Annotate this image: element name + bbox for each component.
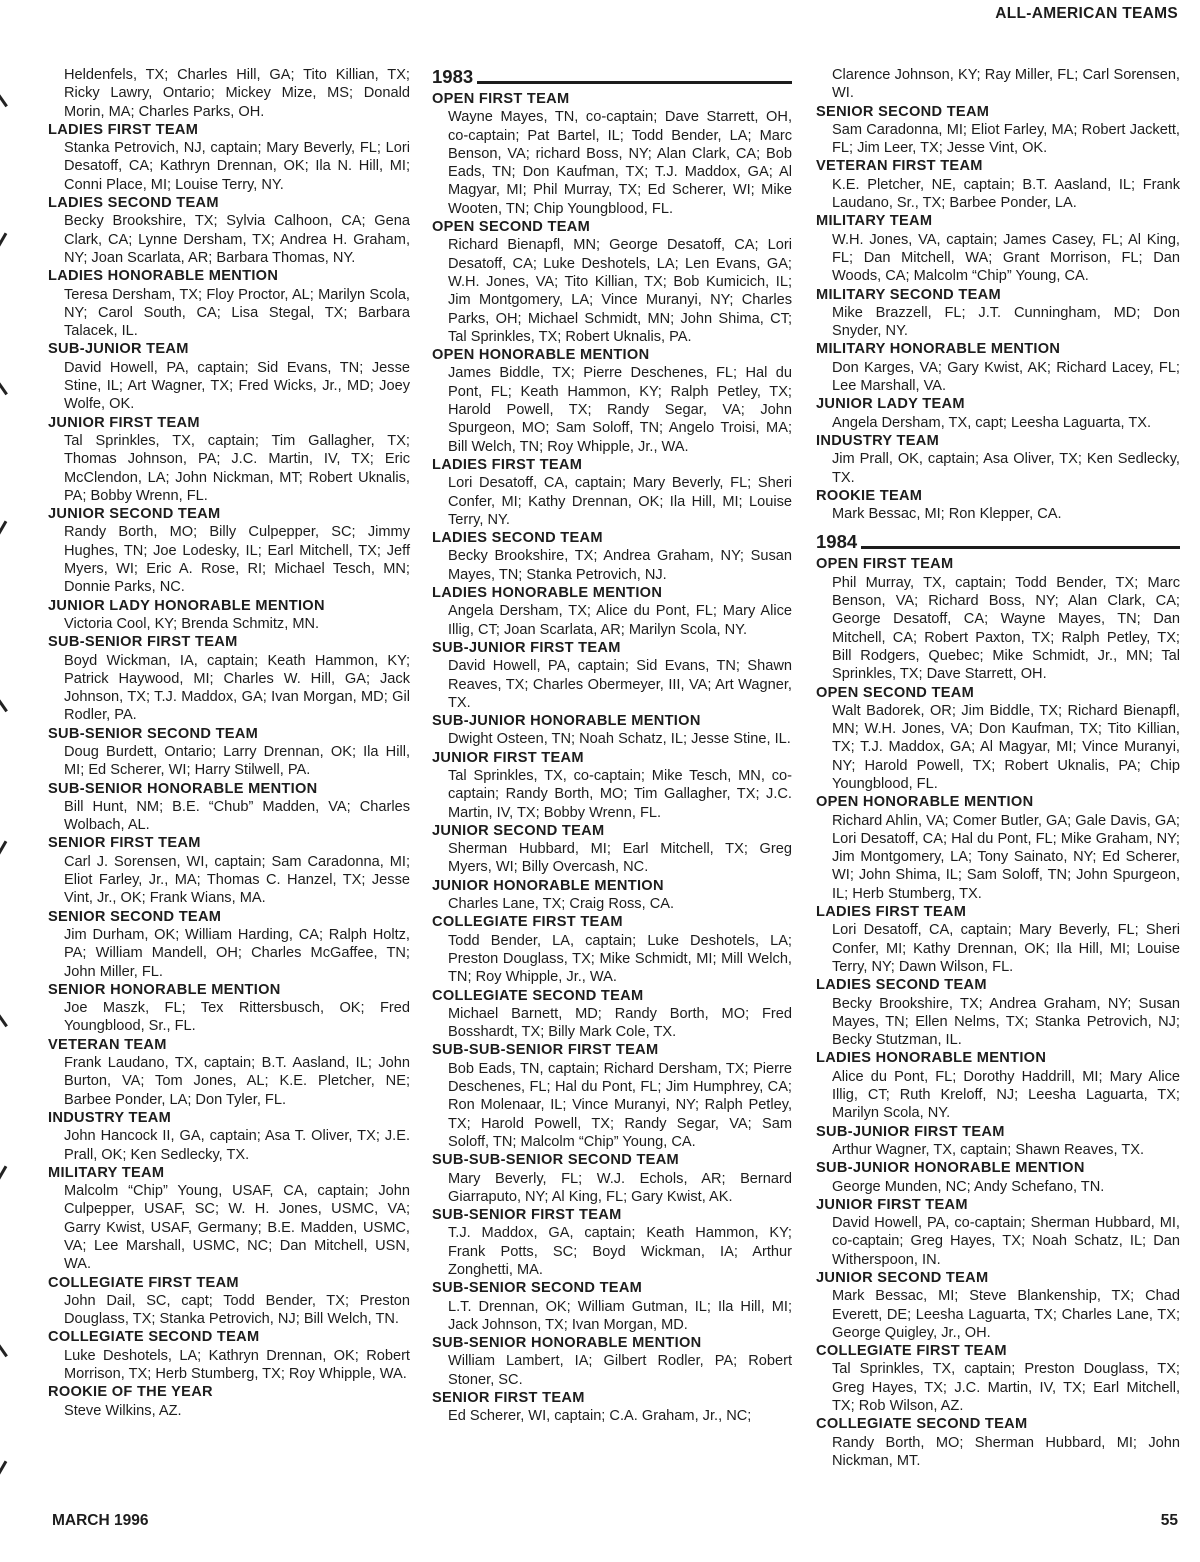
section-heading: JUNIOR FIRST TEAM [48, 414, 200, 431]
section-heading: JUNIOR SECOND TEAM [432, 822, 605, 839]
section-body: Luke Deshotels, LA; Kathryn Drennan, OK; Robert Morrison, TX; Herb Stumberg, TX; Roy Whipple, WA. [64, 1347, 410, 1383]
section-heading: ROOKIE OF THE YEAR [48, 1384, 213, 1401]
section-heading: MILITARY TEAM [816, 213, 933, 230]
section-heading: SUB-JUNIOR FIRST TEAM [816, 1123, 1005, 1140]
section-heading: MILITARY HONORABLE MENTION [816, 341, 1061, 358]
section-body: Michael Barnett, MD; Randy Borth, MO; Fred Bosshardt, TX; Billy Mark Cole, TX. [448, 1005, 792, 1041]
section-body: William Lambert, IA; Gilbert Rodler, PA; Robert Stoner, SC. [448, 1353, 792, 1388]
section-heading: JUNIOR SECOND TEAM [48, 506, 221, 523]
section-body: W.H. Jones, VA, captain; James Casey, FL; Al King, FL; Dan Mitchell, WA; Grant Morrison, FL; Dan Woods, CA; Malcolm “Chip” Young, CA. [832, 231, 1180, 285]
section-body: Stanka Petrovich, NJ, captain; Mary Beverly, FL; Lori Desatoff, CA; Kathryn Drennan, OK; Ila N. Hill, MI; Conni Place, MI; Louise Terry, NY. [64, 140, 410, 193]
margin-mark [0, 840, 7, 857]
section-body: David Howell, PA, captain; Sid Evans, TN; Shawn Reaves, TX; Charles Obermeyer, III, VA; Art Wagner, TX. [448, 658, 792, 711]
section-body: Doug Burdett, Ontario; Larry Drennan, OK; Ila Hill, MI; Ed Scherer, WI; Harry Stilwell, PA. [64, 743, 410, 779]
section-body: Jim Durham, OK; William Harding, CA; Ralph Holtz, PA; William Mandell, OH; Charles McGaffee, TN; John Miller, FL. [64, 926, 410, 980]
section-heading: SUB-JUNIOR FIRST TEAM [432, 639, 621, 656]
section-body: Bob Eads, TN, captain; Richard Dersham, TX; Pierre Deschenes, FL; Hal du Pont, FL; Jim Humphrey, CA; Ron Molenaar, IL; Vince Muranyi, NY; Ralph Petley, TX; Harold Powell, TX; Randy Segar, VA; Sam Soloff, TN; Malcolm “Chip” Young, CA. [448, 1060, 792, 1150]
section-heading: SUB-JUNIOR TEAM [48, 341, 189, 358]
section-heading: JUNIOR FIRST TEAM [816, 1196, 968, 1213]
section-heading: LADIES SECOND TEAM [432, 530, 603, 547]
section-heading: JUNIOR FIRST TEAM [432, 749, 584, 766]
section-heading: JUNIOR HONORABLE MENTION [432, 877, 664, 894]
section-body: Joe Maszk, FL; Tex Rittersbusch, OK; Fred Youngblood, Sr., FL. [64, 1000, 410, 1035]
year-rule [477, 81, 792, 84]
margin-mark [0, 1011, 8, 1027]
section-body: James Biddle, TX; Pierre Deschenes, FL; Hal du Pont, FL; Keath Hammon, KY; Ralph Petley, TX; Harold Powell, TX; Randy Segar, VA; John Spurgeon, MO; Sam Soloff, TN; Angelo Troisi, MA; Bill Welch, TN; Roy Whipple, Jr., WA. [448, 365, 792, 455]
section-heading: LADIES SECOND TEAM [816, 977, 987, 994]
margin-mark [0, 1165, 7, 1182]
section-body: Richard Ahlin, VA; Comer Butler, GA; Gale Davis, GA; Lori Desatoff, CA; Hal du Pont, FL; Mike Graham, NY; Jim Montgomery, LA; Tony Sainato, NY; Ed Scherer, WI; John Shima, IL; Sam Soloff, TN; John Spurgeon, IL; Herb Stumberg, TX. [832, 812, 1180, 902]
margin-mark [0, 232, 7, 249]
margin-mark [0, 1460, 7, 1477]
section-body: Tal Sprinkles, TX, captain; Tim Gallagher, TX; Thomas Johnson, PA; J.C. Martin, IV, TX; Eric McClendon, LA; John Nickman, MT; Robert Uknalis, PA; Bobby Wrenn, FL. [64, 432, 410, 504]
section-heading: LADIES FIRST TEAM [816, 904, 967, 921]
section-heading: SUB-SENIOR FIRST TEAM [48, 634, 238, 651]
section-heading: SUB-SENIOR SECOND TEAM [432, 1280, 643, 1297]
section-body: Todd Bender, LA, captain; Luke Deshotels, LA; Preston Douglass, TX; Mike Schmidt, MI; Mill Welch, TN; Roy Whipple, Jr., WA. [448, 932, 792, 986]
section-heading: JUNIOR LADY TEAM [816, 396, 965, 413]
section-heading: SUB-SENIOR SECOND TEAM [48, 725, 259, 742]
section-heading: SUB-SENIOR FIRST TEAM [432, 1207, 622, 1224]
section-body: John Dail, SC, capt; Todd Bender, TX; Preston Douglass, TX; Stanka Petrovich, NJ; Bill Welch, TN. [64, 1292, 410, 1328]
page-number: 55 [1160, 1512, 1178, 1529]
section-body: Carl J. Sorensen, WI, captain; Sam Caradonna, MI; Eliot Farley, Jr., MA; Thomas C. Hanzel, TX; Jesse Vint, Jr., OK; Frank Wians, MA. [64, 853, 410, 907]
section-body: Richard Bienapfl, MN; George Desatoff, CA; Lori Desatoff, CA; Luke Deshotels, LA; Len Evans, GA; W.H. Jones, VA; Tito Killian, TX; Bob Kumicich, IL; Jim Montgomery, LA; Vince Muranyi, NY; Charles Parks, OH; Michael Schmidt, MN; John Shima, CT; Tal Sprinkles, TX; Robert Uknalis, PA. [448, 237, 792, 345]
year-rule [861, 546, 1180, 549]
section-heading: SUB-JUNIOR HONORABLE MENTION [432, 713, 701, 730]
section-body: John Hancock II, GA, captain; Asa T. Oliver, TX; J.E. Prall, OK; Ken Sedlecky, TX. [64, 1128, 410, 1163]
section-body: Ed Scherer, WI, captain; C.A. Graham, Jr., NC; [448, 1408, 752, 1425]
section-body: Sam Caradonna, MI; Eliot Farley, MA; Robert Jackett, FL; Jim Leer, TX; Jesse Vint, OK. [832, 121, 1180, 157]
section-body: Randy Borth, MO; Sherman Hubbard, MI; John Nickman, MT. [832, 1434, 1180, 1469]
section-body: Mark Bessac, MI; Steve Blankenship, TX; Chad Everett, DE; Leesha Laguarta, TX; Charles Lane, TX; George Quigley, Jr., OH. [832, 1288, 1180, 1341]
column-1 [48, 66, 410, 1420]
section-body: Tal Sprinkles, TX, co-captain; Mike Tesch, MN, co-captain; Randy Borth, MO; Tim Gallagher, TX; J.C. Martin, IV, TX; Bobby Wrenn, FL. [448, 767, 792, 821]
section-heading: SUB-SUB-SENIOR SECOND TEAM [432, 1152, 679, 1169]
section-body: Tal Sprinkles, TX, captain; Preston Douglass, TX; Greg Hayes, TX; J.C. Martin, IV, TX; Earl Mitchell, TX; Rob Wilson, AZ. [832, 1361, 1180, 1415]
section-body: Don Karges, VA; Gary Kwist, AK; Richard Lacey, FL; Lee Marshall, VA. [832, 359, 1180, 395]
section-heading: ROOKIE TEAM [816, 487, 923, 504]
section-heading: MILITARY TEAM [48, 1164, 165, 1181]
section-body: Jim Prall, OK, captain; Asa Oliver, TX; Ken Sedlecky, TX. [832, 451, 1180, 486]
section-heading: OPEN SECOND TEAM [432, 219, 591, 236]
section-heading: SENIOR SECOND TEAM [816, 103, 990, 120]
section-body: David Howell, PA, captain; Sid Evans, TN; Jesse Stine, IL; Art Wagner, TX; Fred Wicks, Jr., MD; Joey Wolfe, OK. [64, 359, 410, 413]
section-heading: SENIOR FIRST TEAM [48, 835, 201, 852]
section-heading: SENIOR SECOND TEAM [48, 908, 222, 925]
section-heading: JUNIOR LADY HONORABLE MENTION [48, 597, 325, 614]
margin-mark [0, 1341, 8, 1357]
section-heading: LADIES SECOND TEAM [48, 195, 219, 212]
section-body: Victoria Cool, KY; Brenda Schmitz, MN. [64, 615, 320, 632]
section-body: Walt Badorek, OR; Jim Biddle, TX; Richard Bienapfl, MN; W.H. Jones, VA; Don Kaufman, TX; Tito Killian, TX; T.J. Maddox, GA; Al Magyar, MI; Vince Muranyi, NY; Harold Powell, TX; Robert Uknalis, PA; Chip Youngblood, FL. [832, 702, 1180, 792]
section-body: Wayne Mayes, TN, co-captain; Dave Starrett, OH, co-captain; Pat Bartel, IL; Todd Bender, LA; Marc Benson, VA; richard Boss, NY; Alan Clark, CA; Bob Eads, TN; Don Kaufman, TX; T.J. Maddox, GA; Al Magyar, MI; Phil Murray, TX; Ed Scherer, WI; Mike Wooten, TN; Chip Youngblood, FL. [448, 109, 792, 217]
section-heading: JUNIOR SECOND TEAM [816, 1270, 989, 1286]
column-3 [816, 66, 1180, 1470]
section-body: Bill Hunt, NM; B.E. “Chub” Madden, VA; Charles Wolbach, AL. [64, 798, 410, 834]
section-heading: OPEN FIRST TEAM [816, 556, 954, 573]
section-body: George Munden, NC; Andy Schefano, TN. [832, 1178, 1105, 1195]
section-body: K.E. Pletcher, NE, captain; B.T. Aasland, IL; Frank Laudano, Sr., TX; Barbee Ponder, LA. [832, 176, 1180, 212]
section-body: Sherman Hubbard, MI; Earl Mitchell, TX; Greg Myers, WI; Billy Overcash, NC. [448, 841, 792, 876]
section-body: Dwight Osteen, TN; Noah Schatz, IL; Jesse Stine, IL. [448, 731, 791, 748]
section-body: Angela Dersham, TX, capt; Leesha Laguarta, TX. [832, 414, 1152, 431]
year-heading [816, 531, 1180, 553]
section-body: Randy Borth, MO; Billy Culpepper, SC; Jimmy Hughes, TN; Joe Lodesky, IL; Earl Mitchell, TX; Jeff Myers, WI; Eric A. Rose, RI; Michael Tesch, MN; Donnie Parks, NC. [64, 524, 410, 596]
section-heading: OPEN SECOND TEAM [816, 684, 975, 701]
section-heading: COLLEGIATE FIRST TEAM [816, 1343, 1007, 1360]
continued-text: Clarence Johnson, KY; Ray Miller, FL; Carl Sorensen, WI. [832, 67, 1180, 102]
section-heading: INDUSTRY TEAM [816, 432, 940, 449]
year-label: 1984 [816, 531, 858, 553]
section-body: Mike Brazzell, FL; J.T. Cunningham, MD; Don Snyder, NY. [832, 304, 1180, 340]
section-body: Lori Desatoff, CA, captain; Mary Beverly, FL; Sheri Confer, MI; Kathy Drennan, OK; Ila Hill, MI; Louise Terry, NY; Dawn Wilson, FL. [832, 922, 1180, 975]
section-body: Charles Lane, TX; Craig Ross, CA. [448, 896, 675, 913]
column-2 [432, 66, 792, 1426]
section-body: Becky Brookshire, TX; Andrea Graham, NY; Susan Mayes, TN; Stanka Petrovich, NJ. [448, 548, 792, 583]
section-heading: COLLEGIATE SECOND TEAM [432, 987, 644, 1004]
section-heading: OPEN HONORABLE MENTION [432, 347, 650, 364]
section-heading: LADIES FIRST TEAM [432, 456, 583, 473]
section-heading: SUB-SENIOR HONORABLE MENTION [432, 1335, 702, 1352]
section-body: Angela Dersham, TX; Alice du Pont, FL; Mary Alice Illig, CT; Joan Scarlata, AR; Marilyn Scola, NY. [448, 603, 792, 638]
section-heading: LADIES HONORABLE MENTION [48, 268, 279, 285]
section-body: Mark Bessac, MI; Ron Klepper, CA. [832, 506, 1062, 523]
margin-mark [0, 379, 8, 395]
section-heading: COLLEGIATE FIRST TEAM [48, 1274, 239, 1291]
section-body: Alice du Pont, FL; Dorothy Haddrill, MI; Mary Alice Illig, CT; Ruth Kreloff, NJ; Leesha Laguarta, TX; Marilyn Scola, NY. [832, 1068, 1180, 1122]
section-heading: SENIOR HONORABLE MENTION [48, 981, 281, 998]
year-heading [432, 66, 792, 88]
issue-date: MARCH 1996 [52, 1512, 149, 1529]
section-body: Mary Beverly, FL; W.J. Echols, AR; Bernard Giarraputo, NY; Al King, FL; Gary Kwist, AK. [448, 1170, 792, 1205]
section-body: T.J. Maddox, GA, captain; Keath Hammon, KY; Frank Potts, SC; Boyd Wickman, IA; Arthur Zonghetti, MA. [448, 1225, 792, 1278]
running-head: ALL-AMERICAN TEAMS [995, 5, 1178, 22]
section-heading: LADIES HONORABLE MENTION [432, 585, 663, 602]
section-heading: LADIES FIRST TEAM [48, 121, 199, 138]
section-body: Steve Wilkins, AZ. [64, 1402, 182, 1419]
section-heading: VETERAN TEAM [48, 1036, 167, 1053]
margin-mark [0, 91, 8, 107]
section-body: Becky Brookshire, TX; Sylvia Calhoon, CA; Gena Clark, CA; Lynne Dersham, TX; Andrea H. Graham, NY; Joan Scarlata, AR; Barbara Thomas, NY. [64, 213, 410, 266]
section-heading: SENIOR FIRST TEAM [432, 1390, 585, 1407]
section-body: L.T. Drennan, OK; William Gutman, IL; Ila Hill, MI; Jack Johnson, TX; Ivan Morgan, MD. [448, 1298, 792, 1333]
section-heading: COLLEGIATE SECOND TEAM [48, 1329, 260, 1346]
section-heading: MILITARY SECOND TEAM [816, 286, 1001, 303]
section-heading: LADIES HONORABLE MENTION [816, 1050, 1047, 1067]
section-body: Arthur Wagner, TX, captain; Shawn Reaves, TX. [832, 1141, 1145, 1158]
section-heading: SUB-SUB-SENIOR FIRST TEAM [432, 1042, 659, 1059]
section-body: Frank Laudano, TX, captain; B.T. Aasland, IL; John Burton, VA; Tom Jones, AL; K.E. Pletcher, NE; Barbee Ponder, LA; Don Tyler, FL. [64, 1055, 410, 1108]
margin-mark [0, 520, 7, 537]
section-body: Becky Brookshire, TX; Andrea Graham, NY; Susan Mayes, TN; Ellen Nelms, TX; Stanka Petrovich, NJ; Becky Stutzman, IL. [832, 995, 1180, 1049]
section-heading: COLLEGIATE SECOND TEAM [816, 1416, 1028, 1433]
section-heading: INDUSTRY TEAM [48, 1109, 172, 1126]
section-heading: SUB-SENIOR HONORABLE MENTION [48, 780, 318, 797]
section-body: Teresa Dersham, TX; Floy Proctor, AL; Marilyn Scola, NY; Carol South, CA; Lisa Stegal, TX; Barbara Talacek, IL. [64, 286, 410, 340]
section-heading: OPEN FIRST TEAM [432, 91, 570, 107]
section-body: Lori Desatoff, CA, captain; Mary Beverly, FL; Sheri Confer, MI; Kathy Drennan, OK; Ila Hill, MI; Louise Terry, NY. [448, 475, 792, 528]
section-heading: COLLEGIATE FIRST TEAM [432, 914, 623, 931]
section-body: Malcolm “Chip” Young, USAF, CA, captain; John Culpepper, USAF, SC; W. H. Jones, USMC, VA; Garry Kwist, USAF, Germany; B.E. Madden, USMC, VA; Lee Marshall, USMC, NC; Dan Mitchell, USN, WA. [64, 1183, 410, 1273]
section-body: Phil Murray, TX, captain; Todd Bender, TX; Marc Benson, VA; Richard Boss, NY; Alan Clark, CA; George Desatoff, CA; Wayne Mayes, TN; Dan Mitchell, CA; Robert Paxton, TX; Ralph Petley, TX; Bill Rodgers, Quebec; Mike Schmidt, Jr., MN; Tal Sprinkles, TX; Dave Starrett, OH. [832, 574, 1180, 683]
section-heading: SUB-JUNIOR HONORABLE MENTION [816, 1160, 1085, 1177]
year-label: 1983 [432, 66, 474, 87]
continued-text: Heldenfels, TX; Charles Hill, GA; Tito Killian, TX; Ricky Lawry, Ontario; Mickey Mize, MS; Donald Morin, MA; Charles Parks, OH. [64, 67, 410, 120]
section-body: David Howell, PA, co-captain; Sherman Hubbard, MI, co-captain; Greg Hayes, TX; Noah Schatz, IL; Dan Witherspoon, IN. [832, 1215, 1180, 1268]
section-heading: VETERAN FIRST TEAM [816, 158, 983, 175]
margin-mark [0, 696, 8, 712]
section-body: Boyd Wickman, IA, captain; Keath Hammon, KY; Patrick Haywood, MI; Charles W. Hill, GA; Jack Johnson, TX; T.J. Maddox, GA; Ivan Morgan, MD; Gil Rodler, PA. [64, 652, 410, 724]
section-heading: OPEN HONORABLE MENTION [816, 794, 1034, 811]
